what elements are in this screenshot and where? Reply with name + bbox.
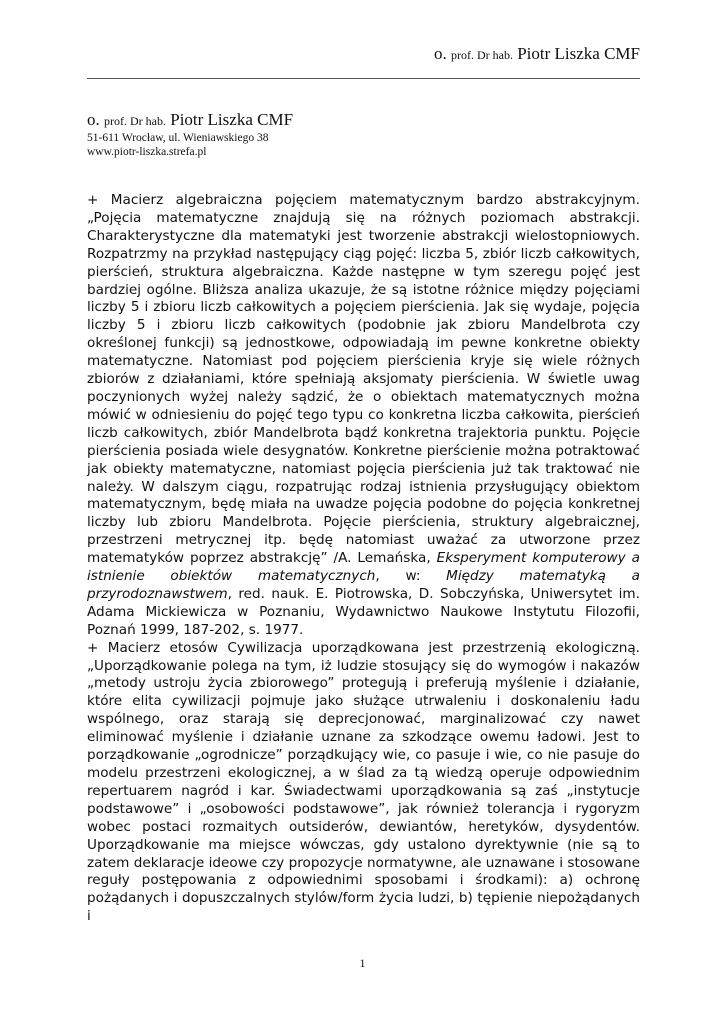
paragraph-2-text: + Macierz etosów Cywilizacja uporządkowana jest przestrzenią ekologiczną. „Uporządkowanie polega na tym, iż ludzie stosujący się do wymogów i nakazów „metody ustroju życia zbiorowego” protegują i preferują myślenie i działanie, które elita cywilizacji pojmuje jako służące utrwaleniu i doskonaleniu ładu wspólnego, oraz starają się deprecjonować, marginalizować czy nawet eliminować myślenie i działanie uznane za szkodzące owemu ładowi. Jest to porządkowanie „ogrodnicze” porządkujący wie, co pasuje i wie, co nie pasuje do modelu przestrzeni ekologicznej, a w ślad za tą wiedzą operuje odpowiednim repertuarem nagród i kar. Świadectwami uporządkowania są zaś „instytucje podstawowe” i „osobowości podstawowe”, jak również tolerancja i rygoryzm wobec postaci rozmaitych outsiderów, dewiantów, heretyków, dysydentów. Uporządkowanie ma miejsce wówczas, gdy ustalono dyrektywnie (nie są to zatem deklaracje ideowe czy propozycje normatywne, ale uznawane i stosowane reguły postępowania z odpowiednimi sposobami i środkami): a) ochronę pożądanych i dopuszczalnych stylów/form życia ludzi, b) tępienie niepożądanych i: [87, 639, 640, 925]
citation-connector: , w:: [375, 568, 421, 585]
header-name: Piotr Liszka CMF: [517, 44, 640, 63]
header-prefix: o.: [433, 44, 447, 63]
paragraph-1: [87, 192, 640, 640]
author-name: Piotr Liszka CMF: [170, 110, 294, 129]
author-website: www.piotr-liszka.strefa.pl: [87, 146, 207, 158]
header-title: prof. Dr hab.: [450, 48, 513, 62]
citation-details: , red. nauk. E. Piotrowska, D. Sobczyńska, Uniwersytet im. Adama Mickiewicza w Poznaniu, Wydawnictwo Naukowe Instytutu Filozofii, Poznań 1999, 187-202, s. 1977.: [87, 585, 640, 638]
author-block: [87, 110, 293, 159]
author-title: prof. Dr hab.: [104, 114, 166, 128]
citation-book-title: Między matematyką a przyrodoznawstwem: [87, 568, 640, 602]
author-prefix: o.: [87, 110, 100, 129]
author-address: 51-611 Wrocław, ul. Wieniawskiego 38: [87, 132, 269, 144]
body-text: [87, 192, 640, 926]
paragraph-1-text: + Macierz algebraiczna pojęciem matematycznym bardzo abstrakcyjnym. „Pojęcia matematyczne znajdują się na różnych poziomach abstrakcji. Charakterystyczne dla matematyki jest tworzenie abstrakcji wielostopniowych. Rozpatrzmy na przykład następujący ciąg pojęć: liczba 5, zbiór liczb całkowitych, pierścień, struktura algebraiczna. Każde następne w tym szeregu pojęć jest bardziej ogólne. Bliższa analiza ukazuje, że są istotne różnice między pojęciami liczby 5 i zbioru liczb całkowitych a pojęciem pierścienia. Jak się wydaje, pojęcia liczby 5 i zbioru liczb całkowitych (podobnie jak zbioru Mandelbrota czy określonej funkcji) są jednostkowe, odpowiadają im pewne konkretne obiekty matematyczne. Natomiast pod pojęciem pierścienia kryje się wiele różnych zbiorów z działaniami, które spełniają aksjomaty pierścienia. W świetle uwag poczynionych wyżej należy sądzić, że o obiektach matematycznych można mówić w odniesieniu do pojęć tego typu co konkretna liczba całkowita, pierścień liczb całkowitych, zbiór Mandelbrota bądź konkretna trajektoria punktu. Pojęcie pierścienia posiada wiele desygnatów. Konkretne pierścienie można potraktować jak obiekty matematyczne, natomiast pojęcia pierścienia już tak traktować nie należy. W dalszym ciągu, rozpatrując rodzaj istnienia przysługujący obiektom matematycznym, będę miała na uwadze pojęcia podobne do pojęcia konkretnej liczby lub zbioru Mandelbrota. Pojęcie pierścienia, struktury algebraicznej, przestrzeni metrycznej itp. będę natomiast uważać za utworzone przez matematyków poprzez abstrakcję” /A. Lemańska,: [87, 192, 640, 567]
page-number: 1: [359, 956, 366, 970]
author-name-line: [87, 110, 293, 131]
page-header: [87, 44, 640, 64]
header-rule: [87, 78, 640, 79]
citation-title: Eksperyment komputerowy a istnienie obiektów matematycznych: [87, 550, 640, 585]
paragraph-2: [87, 640, 640, 927]
